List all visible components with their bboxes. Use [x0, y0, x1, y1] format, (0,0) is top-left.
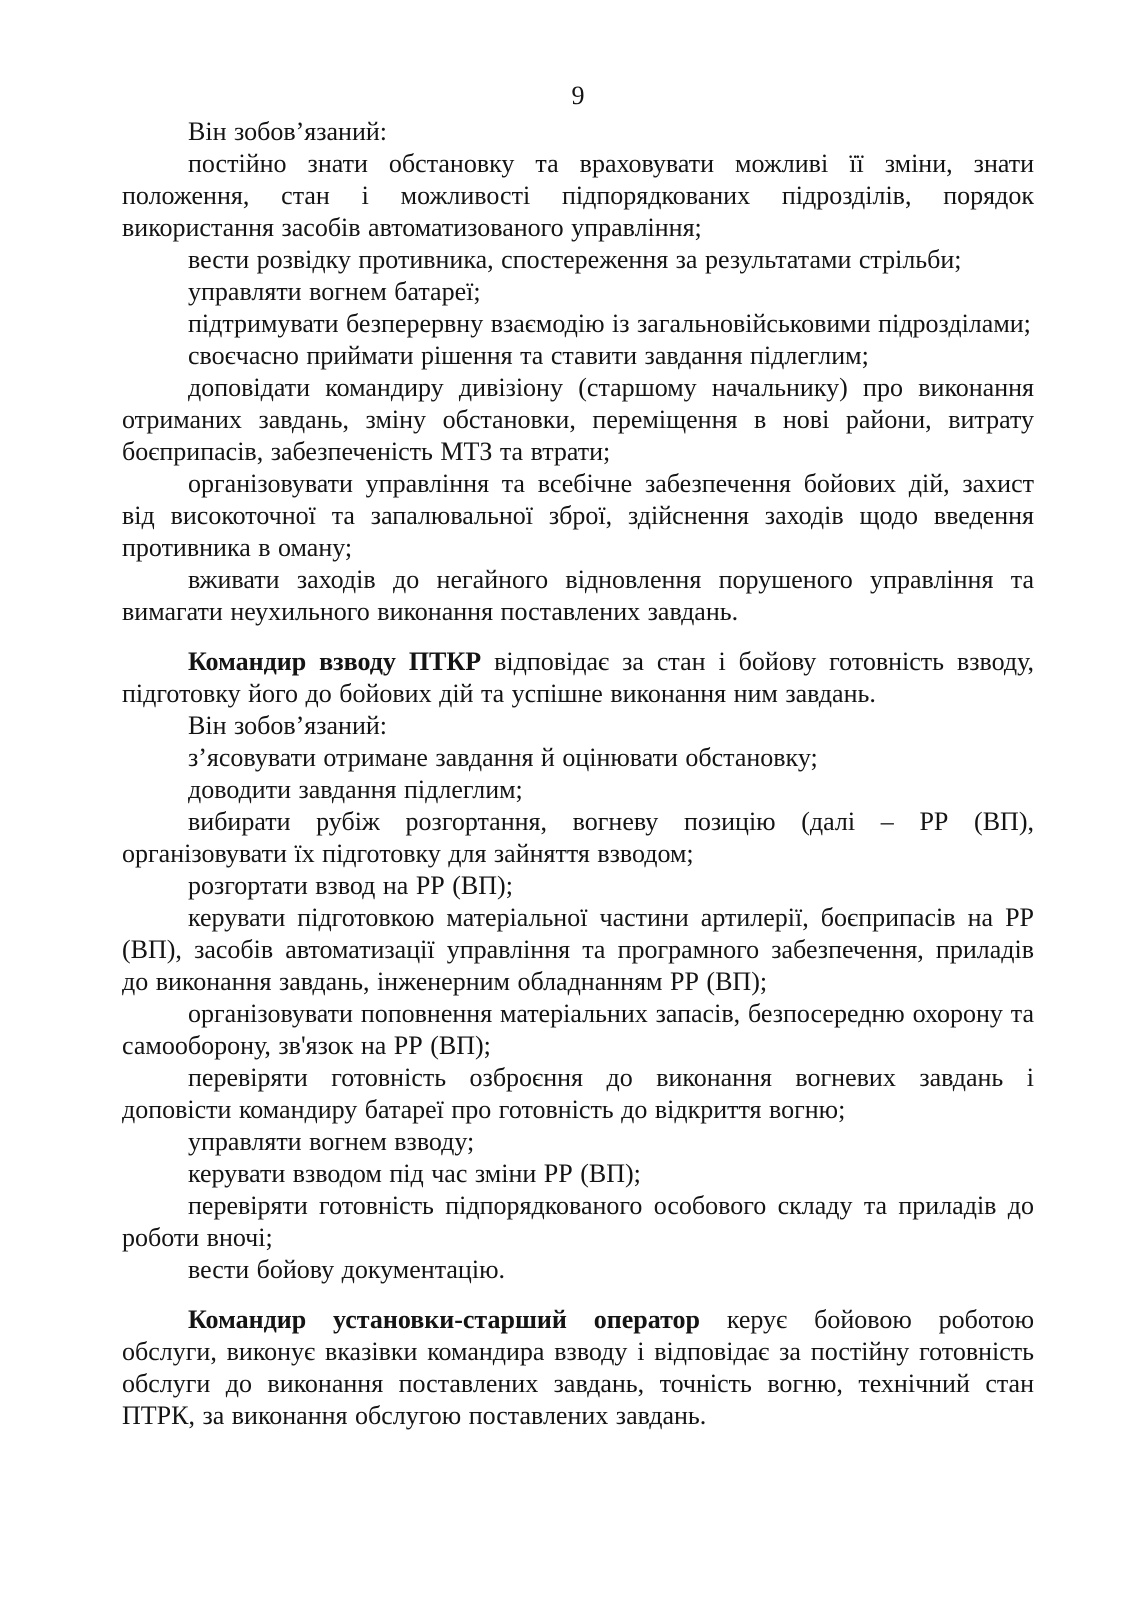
- paragraph: [122, 1304, 1034, 1432]
- paragraph: [122, 998, 1034, 1062]
- paragraph: [122, 564, 1034, 628]
- paragraph: [122, 1158, 1034, 1190]
- paragraph: [122, 646, 1034, 710]
- paragraph: [122, 710, 1034, 742]
- paragraph-text: організовувати управління та всебічне забезпечення бойових дій, захист від високоточної та запалювальної зброї, здійснення заходів щодо введення противника в оману;: [122, 469, 1034, 562]
- paragraph: [122, 902, 1034, 998]
- paragraph-text: своєчасно приймати рішення та ставити завдання підлеглим;: [188, 341, 869, 370]
- paragraph: [122, 308, 1034, 340]
- paragraph: [122, 1062, 1034, 1126]
- paragraph-text: доводити завдання підлеглим;: [188, 775, 523, 804]
- paragraph: [122, 1254, 1034, 1286]
- paragraph-text: керувати підготовкою матеріальної частини артилерії, боєприпасів на РР (ВП), засобів автоматизації управління та програмного забезпечення, приладів до виконання завдань, інженерним обладнанням РР (ВП);: [122, 903, 1034, 996]
- paragraph: [122, 742, 1034, 774]
- paragraph-text: вибирати рубіж розгортання, вогневу позицію (далі – РР (ВП), організовувати їх підготовку для зайняття взводом;: [122, 807, 1034, 868]
- paragraph-text: розгортати взвод на РР (ВП);: [188, 871, 513, 900]
- paragraph-text: управляти вогнем взводу;: [188, 1127, 475, 1156]
- paragraph: [122, 468, 1034, 564]
- paragraph-lead: Командир установки-старший оператор: [188, 1305, 700, 1334]
- paragraph: [122, 244, 1034, 276]
- paragraph-text: перевіряти готовність підпорядкованого особового складу та приладів до роботи вночі;: [122, 1191, 1034, 1252]
- paragraph-text: з’ясовувати отримане завдання й оцінювати обстановку;: [188, 743, 818, 772]
- paragraph: [122, 1190, 1034, 1254]
- paragraph-text: перевіряти готовність озброєння до виконання вогневих завдань і доповісти командиру батареї про готовність до відкриття вогню;: [122, 1063, 1034, 1124]
- paragraph: [122, 774, 1034, 806]
- paragraph-text: керує бойовою роботою обслуги, виконує вказівки командира взводу і відповідає за постійну готовність обслуги до виконання поставлених завдань, точність вогню, технічний стан ПТРК, за виконання обслугою поставлених завдань.: [122, 1305, 1035, 1430]
- paragraph: [122, 116, 1034, 148]
- paragraph-lead: Командир взводу ПТКР: [188, 647, 482, 676]
- paragraph: [122, 1126, 1034, 1158]
- paragraph-text: організовувати поповнення матеріальних запасів, безпосередню охорону та самооборону, зв'язок на РР (ВП);: [122, 999, 1034, 1060]
- paragraph-text: вживати заходів до негайного відновлення порушеного управління та вимагати неухильного виконання поставлених завдань.: [122, 565, 1034, 626]
- paragraph-text: вести бойову документацію.: [188, 1255, 505, 1284]
- paragraph-text: відповідає за стан і бойову готовність взводу, підготовку його до бойових дій та успішне виконання ним завдань.: [122, 647, 1034, 708]
- paragraph: [122, 276, 1034, 308]
- paragraph-text: управляти вогнем батареї;: [188, 277, 481, 306]
- paragraph-text: вести розвідку противника, спостереження за результатами стрільби;: [188, 245, 962, 274]
- paragraph: [122, 372, 1034, 468]
- paragraph-text: керувати взводом під час зміни РР (ВП);: [188, 1159, 641, 1188]
- paragraph: [122, 870, 1034, 902]
- paragraph: [122, 340, 1034, 372]
- paragraph-text: Він зобов’язаний:: [188, 117, 387, 146]
- paragraph-text: постійно знати обстановку та враховувати можливі її зміни, знати положення, стан і можливості підпорядкованих підрозділів, порядок використання засобів автоматизованого управління;: [122, 149, 1034, 242]
- page-number: 9: [571, 81, 585, 110]
- paragraph-text: доповідати командиру дивізіону (старшому начальнику) про виконання отриманих завдань, зміну обстановки, переміщення в нові райони, витрату боєприпасів, забезпеченість МТЗ та втрати;: [122, 373, 1034, 466]
- paragraph-text: Він зобов’язаний:: [188, 711, 387, 740]
- document-page: [122, 80, 1034, 1432]
- paragraph: [122, 148, 1034, 244]
- paragraph-text: підтримувати безперервну взаємодію із загальновійськовими підрозділами;: [188, 309, 1031, 338]
- paragraph: [122, 806, 1034, 870]
